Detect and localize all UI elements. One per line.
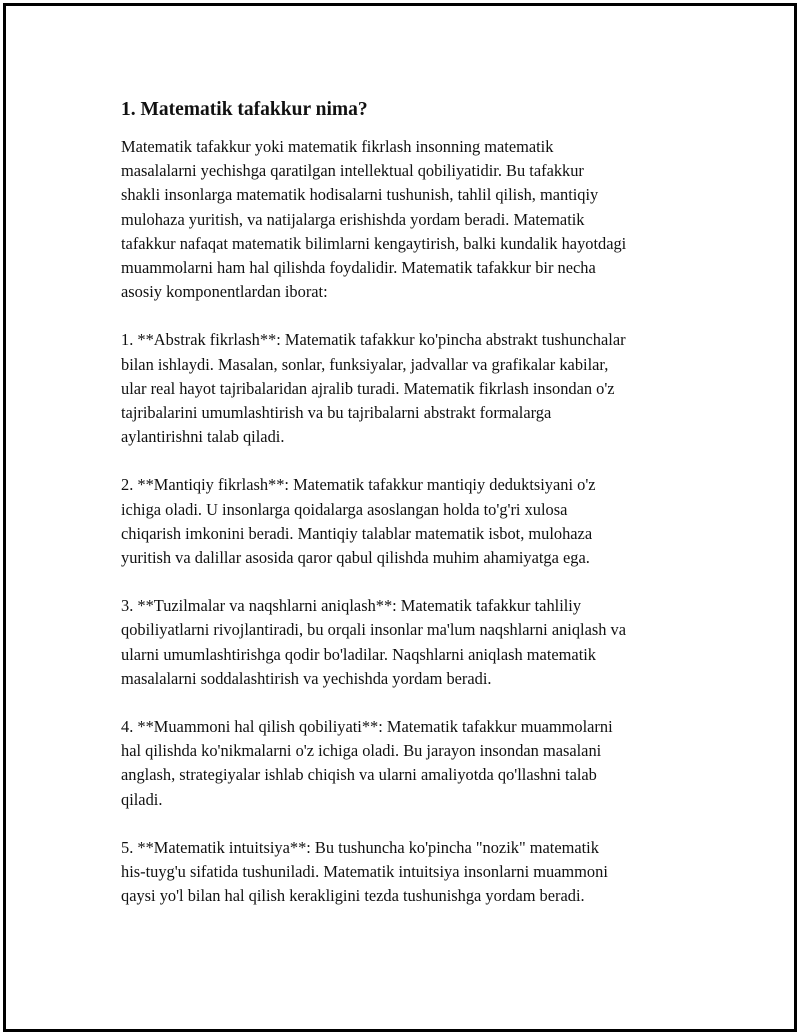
paragraph-logical-thinking: 2. **Mantiqiy fikrlash**: Matematik tafakkur mantiqiy deduktsiyani o'z ichiga oladi. U insonlarga qoidalarga asoslangan holda to'g'ri xulosa chiqarish imkonini beradi. Mantiqiy talablar matematik isbot, mulohaza yuritish va dalillar asosida qaror qabul qilishda muhim ahamiyatga ega. [121, 475, 596, 568]
document-body [121, 98, 701, 932]
paragraph-intuition: 5. **Matematik intuitsiya**: Bu tushuncha ko'pincha "nozik" matematik his-tuyg'u sifatida tushuniladi. Matematik intuitsiya insonlarni muammoni qaysi yo'l bilan hal qilish kerakligini tezda tushunishga yordam beradi. [121, 837, 608, 906]
paragraph-abstract-thinking: 1. **Abstrak fikrlash**: Matematik tafakkur ko'pincha abstrakt tushunchalar bilan ishlaydi. Masalan, sonlar, funksiyalar, jadvallar va grafikalar kabilar, ular real hayot tajribalaridan ajralib turadi. Matematik fikrlash insondan o'z tajribalarini umumlashtirish va bu tajribalarni abstrakt formalarga aylantirishni talab qiladi. [121, 330, 626, 447]
paragraph-patterns: 3. **Tuzilmalar va naqshlarni aniqlash**: Matematik tafakkur tahliliy qobiliyatlarni rivojlantiradi, bu orqali insonlar ma'lum naqshlarni aniqlash va ularni umumlashtirishga qodir bo'ladilar. Naqshlarni aniqlash matematik masalalarni soddalashtirish va yechishda yordam beradi. [121, 596, 627, 688]
intro-paragraph: Matematik tafakkur yoki matematik fikrlash insonning matematik masalalarni yechishga qaratilgan intellektual qobiliyatidir. Bu tafakkur shakli insonlarga matematik hodisalarni tushunish, tahlil qilish, mantiqiy mulohaza yuritish, va natijalarga erishishda yordam beradi. Matematik tafakkur nafaqat matematik bilimlarni kengaytirish, balki kundalik hayotdagi muammolarni ham hal qilishda foydalidir. Matematik tafakkur bir necha asosiy komponentlardan iborat: [121, 137, 627, 302]
document-page [3, 3, 797, 1032]
section-heading: 1. Matematik tafakkur nima? [121, 99, 368, 120]
paragraph-problem-solving: 4. **Muammoni hal qilish qobiliyati**: Matematik tafakkur muammolarni hal qilishda ko'nikmalarni o'z ichiga oladi. Bu jarayon insondan masalani anglash, strategiyalar ishlab chiqish va ularni amaliyotda qo'llashni talab qiladi. [121, 717, 613, 809]
